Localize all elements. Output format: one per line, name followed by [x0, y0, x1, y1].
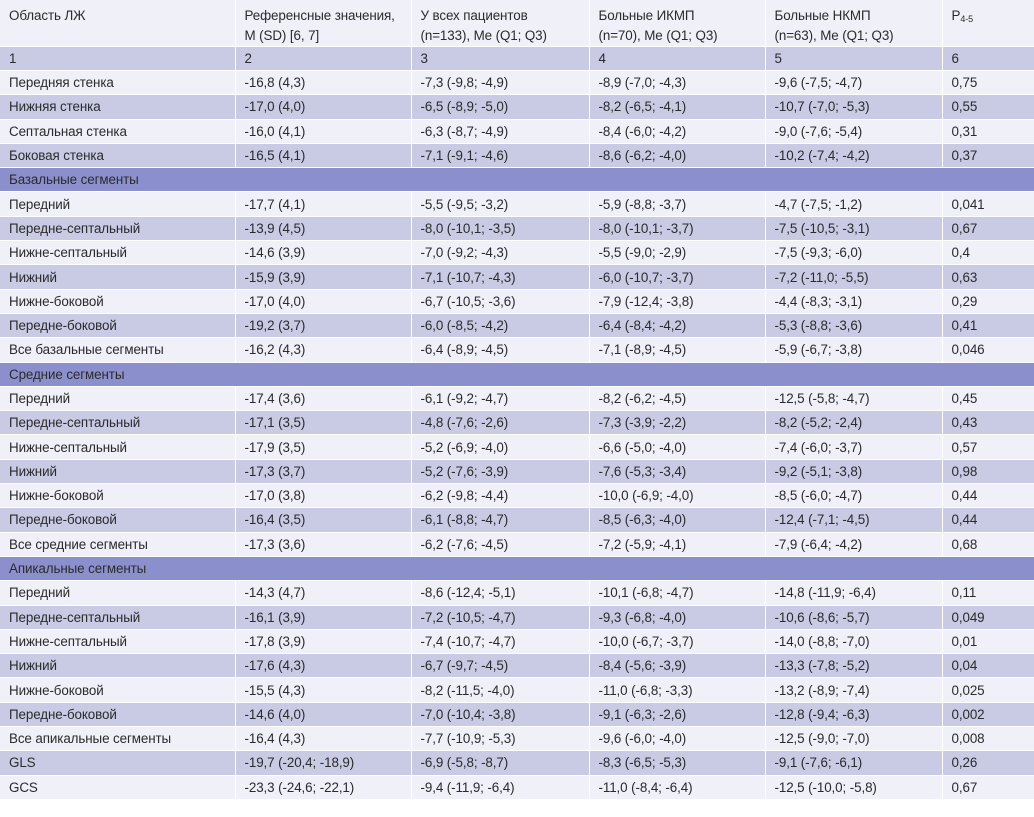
table-row — [0, 289, 1034, 313]
section-label: Апикальные сегменты — [0, 556, 1034, 580]
table-cell: -6,7 (-9,7; -4,5) — [411, 654, 589, 678]
table-cell: Передняя стенка — [0, 71, 235, 95]
table-cell: -10,1 (-6,8; -4,7) — [589, 581, 765, 605]
table-cell: -6,9 (-5,8; -8,7) — [411, 751, 589, 775]
table-cell: Нижне-септальный — [0, 629, 235, 653]
table-cell: 0,45 — [942, 386, 1034, 410]
table-cell: 0,41 — [942, 313, 1034, 337]
table-cell: -10,6 (-8,6; -5,7) — [765, 605, 942, 629]
column-number: 1 — [0, 47, 235, 71]
table-cell: Нижний — [0, 654, 235, 678]
table-cell: 0,11 — [942, 581, 1034, 605]
header-ikmp: Больные ИКМП (n=70), Me (Q1; Q3) — [589, 0, 765, 47]
table-row — [0, 605, 1034, 629]
table-cell: -17,3 (3,6) — [235, 532, 411, 556]
table-row — [0, 119, 1034, 143]
table-cell: -7,2 (-10,5; -4,7) — [411, 605, 589, 629]
table-cell: -7,1 (-9,1; -4,6) — [411, 143, 589, 167]
table-cell: -8,2 (-6,5; -4,1) — [589, 95, 765, 119]
table-row — [0, 143, 1034, 167]
table-cell: -16,0 (4,1) — [235, 119, 411, 143]
table-cell: -8,5 (-6,3; -4,0) — [589, 508, 765, 532]
table-cell: -6,4 (-8,9; -4,5) — [411, 338, 589, 362]
table-cell: -7,5 (-9,3; -6,0) — [765, 241, 942, 265]
table-cell: -14,0 (-8,8; -7,0) — [765, 629, 942, 653]
table-cell: -9,6 (-7,5; -4,7) — [765, 71, 942, 95]
table-row — [0, 629, 1034, 653]
table-cell: -14,6 (4,0) — [235, 702, 411, 726]
table-cell: Передне-септальный — [0, 605, 235, 629]
table-cell: -9,2 (-5,1; -3,8) — [765, 459, 942, 483]
table-cell: Передне-боковой — [0, 702, 235, 726]
table-cell: -16,4 (4,3) — [235, 727, 411, 751]
table-cell: -9,1 (-6,3; -2,6) — [589, 702, 765, 726]
section-header-row — [0, 556, 1034, 580]
table-cell: -19,2 (3,7) — [235, 313, 411, 337]
table-cell: -8,4 (-6,0; -4,2) — [589, 119, 765, 143]
table-cell: -7,1 (-8,9; -4,5) — [589, 338, 765, 362]
table-cell: -16,4 (3,5) — [235, 508, 411, 532]
table-cell: 0,025 — [942, 678, 1034, 702]
table-body — [0, 71, 1034, 800]
table-row — [0, 386, 1034, 410]
table-row — [0, 71, 1034, 95]
table-cell: 0,37 — [942, 143, 1034, 167]
table-cell: -6,2 (-9,8; -4,4) — [411, 484, 589, 508]
table-cell: -6,5 (-8,9; -5,0) — [411, 95, 589, 119]
table-cell: GCS — [0, 775, 235, 799]
table-cell: -13,3 (-7,8; -5,2) — [765, 654, 942, 678]
table-cell: -7,4 (-10,7; -4,7) — [411, 629, 589, 653]
table-cell: -10,7 (-7,0; -5,3) — [765, 95, 942, 119]
table-cell: 0,002 — [942, 702, 1034, 726]
table-cell: -11,0 (-6,8; -3,3) — [589, 678, 765, 702]
table-row — [0, 654, 1034, 678]
table-cell: -9,1 (-7,6; -6,1) — [765, 751, 942, 775]
header-row — [0, 0, 1034, 47]
table-row — [0, 216, 1034, 240]
table-cell: 0,67 — [942, 216, 1034, 240]
table-cell: 0,4 — [942, 241, 1034, 265]
table-cell: 0,55 — [942, 95, 1034, 119]
table-cell: 0,68 — [942, 532, 1034, 556]
table-row — [0, 241, 1034, 265]
table-cell: 0,26 — [942, 751, 1034, 775]
table-cell: -7,2 (-5,9; -4,1) — [589, 532, 765, 556]
table-cell: 0,29 — [942, 289, 1034, 313]
table-cell: -17,6 (4,3) — [235, 654, 411, 678]
table-cell: Боковая стенка — [0, 143, 235, 167]
table-cell: -6,0 (-8,5; -4,2) — [411, 313, 589, 337]
table-cell: Все средние сегменты — [0, 532, 235, 556]
table-cell: -7,5 (-10,5; -3,1) — [765, 216, 942, 240]
table-cell: 0,44 — [942, 508, 1034, 532]
table-cell: -17,0 (3,8) — [235, 484, 411, 508]
table-cell: -7,9 (-12,4; -3,8) — [589, 289, 765, 313]
table-cell: -10,0 (-6,9; -4,0) — [589, 484, 765, 508]
table-cell: -7,4 (-6,0; -3,7) — [765, 435, 942, 459]
table-cell: -17,1 (3,5) — [235, 411, 411, 435]
table-row — [0, 411, 1034, 435]
table-cell: -9,6 (-6,0; -4,0) — [589, 727, 765, 751]
table-cell: GLS — [0, 751, 235, 775]
table-cell: Нижний — [0, 265, 235, 289]
table-cell: -16,5 (4,1) — [235, 143, 411, 167]
table-row — [0, 581, 1034, 605]
header-p-value: $P_{4-5}$ — [942, 0, 1034, 47]
table-row — [0, 265, 1034, 289]
table-cell: -6,2 (-7,6; -4,5) — [411, 532, 589, 556]
table-cell: -8,9 (-7,0; -4,3) — [589, 71, 765, 95]
table-cell: 0,008 — [942, 727, 1034, 751]
table-cell: -16,1 (3,9) — [235, 605, 411, 629]
table-cell: Передне-септальный — [0, 411, 235, 435]
table-cell: -4,8 (-7,6; -2,6) — [411, 411, 589, 435]
table-cell: -7,3 (-9,8; -4,9) — [411, 71, 589, 95]
table-cell: Все апикальные сегменты — [0, 727, 235, 751]
column-number-row — [0, 47, 1034, 71]
table-row — [0, 192, 1034, 216]
table-cell: -8,2 (-6,2; -4,5) — [589, 386, 765, 410]
table-cell: -5,2 (-7,6; -3,9) — [411, 459, 589, 483]
table-cell: 0,57 — [942, 435, 1034, 459]
table-cell: -8,2 (-5,2; -2,4) — [765, 411, 942, 435]
table-cell: 0,67 — [942, 775, 1034, 799]
table-cell: -16,2 (4,3) — [235, 338, 411, 362]
table-cell: -10,2 (-7,4; -4,2) — [765, 143, 942, 167]
table-cell: Нижне-боковой — [0, 484, 235, 508]
table-cell: -12,5 (-9,0; -7,0) — [765, 727, 942, 751]
table-cell: -11,0 (-8,4; -6,4) — [589, 775, 765, 799]
table-cell: -5,9 (-6,7; -3,8) — [765, 338, 942, 362]
table-row — [0, 508, 1034, 532]
table-cell: -6,6 (-5,0; -4,0) — [589, 435, 765, 459]
table-cell: -8,2 (-11,5; -4,0) — [411, 678, 589, 702]
table-cell: Нижний — [0, 459, 235, 483]
header-all-patients: У всех пациентов (n=133), Me (Q1; Q3) — [411, 0, 589, 47]
table-cell: -17,3 (3,7) — [235, 459, 411, 483]
table-cell: -13,2 (-8,9; -7,4) — [765, 678, 942, 702]
table-cell: -8,5 (-6,0; -4,7) — [765, 484, 942, 508]
table-cell: -7,3 (-3,9; -2,2) — [589, 411, 765, 435]
table-cell: -17,0 (4,0) — [235, 289, 411, 313]
column-number: 2 — [235, 47, 411, 71]
table-row — [0, 702, 1034, 726]
table-cell: -7,6 (-5,3; -3,4) — [589, 459, 765, 483]
table-cell: 0,44 — [942, 484, 1034, 508]
table-cell: -23,3 (-24,6; -22,1) — [235, 775, 411, 799]
table-cell: 0,046 — [942, 338, 1034, 362]
table-cell: -12,5 (-10,0; -5,8) — [765, 775, 942, 799]
table-cell: -7,2 (-11,0; -5,5) — [765, 265, 942, 289]
table-row — [0, 678, 1034, 702]
table-cell: -14,6 (3,9) — [235, 241, 411, 265]
table-cell: Передний — [0, 192, 235, 216]
table-cell: Нижне-боковой — [0, 678, 235, 702]
table-cell: Нижняя стенка — [0, 95, 235, 119]
column-number: 6 — [942, 47, 1034, 71]
column-number: 5 — [765, 47, 942, 71]
table-cell: -12,4 (-7,1; -4,5) — [765, 508, 942, 532]
table-cell: -9,4 (-11,9; -6,4) — [411, 775, 589, 799]
table-cell: -12,8 (-9,4; -6,3) — [765, 702, 942, 726]
table-row — [0, 338, 1034, 362]
table-cell: -17,8 (3,9) — [235, 629, 411, 653]
table-cell: -5,2 (-6,9; -4,0) — [411, 435, 589, 459]
table-cell: -5,5 (-9,5; -3,2) — [411, 192, 589, 216]
table-cell: -8,6 (-6,2; -4,0) — [589, 143, 765, 167]
table-cell: -13,9 (4,5) — [235, 216, 411, 240]
table-cell: -9,3 (-6,8; -4,0) — [589, 605, 765, 629]
table-row — [0, 751, 1034, 775]
table-cell: 0,31 — [942, 119, 1034, 143]
table-cell: -15,9 (3,9) — [235, 265, 411, 289]
table-cell: -15,5 (4,3) — [235, 678, 411, 702]
table-cell: Передне-боковой — [0, 313, 235, 337]
table-cell: 0,43 — [942, 411, 1034, 435]
table-cell: 0,63 — [942, 265, 1034, 289]
table-cell: Передний — [0, 581, 235, 605]
table-cell: -7,7 (-10,9; -5,3) — [411, 727, 589, 751]
table-cell: -8,4 (-5,6; -3,9) — [589, 654, 765, 678]
table-cell: 0,04 — [942, 654, 1034, 678]
table-cell: -17,0 (4,0) — [235, 95, 411, 119]
table-cell: -8,6 (-12,4; -5,1) — [411, 581, 589, 605]
table-cell: Нижне-септальный — [0, 435, 235, 459]
table-cell: -17,7 (4,1) — [235, 192, 411, 216]
table-row — [0, 532, 1034, 556]
table-row — [0, 459, 1034, 483]
table-cell: -5,3 (-8,8; -3,6) — [765, 313, 942, 337]
table-cell: 0,01 — [942, 629, 1034, 653]
table-cell: Нижне-септальный — [0, 241, 235, 265]
table-row — [0, 775, 1034, 799]
table-cell: 0,98 — [942, 459, 1034, 483]
table-row — [0, 484, 1034, 508]
table-cell: -5,9 (-8,8; -3,7) — [589, 192, 765, 216]
table-cell: -6,1 (-8,8; -4,7) — [411, 508, 589, 532]
section-label: Базальные сегменты — [0, 168, 1034, 192]
section-label: Средние сегменты — [0, 362, 1034, 386]
column-number: 3 — [411, 47, 589, 71]
table-cell: Септальная стенка — [0, 119, 235, 143]
table-cell: -6,3 (-8,7; -4,9) — [411, 119, 589, 143]
table-cell: -6,4 (-8,4; -4,2) — [589, 313, 765, 337]
table-cell: -5,5 (-9,0; -2,9) — [589, 241, 765, 265]
table-cell: -16,8 (4,3) — [235, 71, 411, 95]
table-cell: -8,0 (-10,1; -3,5) — [411, 216, 589, 240]
table-row — [0, 727, 1034, 751]
table-cell: -17,9 (3,5) — [235, 435, 411, 459]
table-row — [0, 313, 1034, 337]
header-reference: Референсные значения, M (SD) [6, 7] — [235, 0, 411, 47]
table-cell: -10,0 (-6,7; -3,7) — [589, 629, 765, 653]
table-cell: Нижне-боковой — [0, 289, 235, 313]
table-cell: -6,1 (-9,2; -4,7) — [411, 386, 589, 410]
table-cell: Передне-септальный — [0, 216, 235, 240]
table-cell: -8,3 (-6,5; -5,3) — [589, 751, 765, 775]
table-cell: Передний — [0, 386, 235, 410]
table-cell: -19,7 (-20,4; -18,9) — [235, 751, 411, 775]
table-cell: -17,4 (3,6) — [235, 386, 411, 410]
table-cell: -7,9 (-6,4; -4,2) — [765, 532, 942, 556]
table-cell: -8,0 (-10,1; -3,7) — [589, 216, 765, 240]
table-cell: -14,8 (-11,9; -6,4) — [765, 581, 942, 605]
table-cell: -14,3 (4,7) — [235, 581, 411, 605]
section-header-row — [0, 168, 1034, 192]
table-cell: -4,4 (-8,3; -3,1) — [765, 289, 942, 313]
table-cell: Передне-боковой — [0, 508, 235, 532]
table-cell: -6,0 (-10,7; -3,7) — [589, 265, 765, 289]
table-cell: -7,0 (-10,4; -3,8) — [411, 702, 589, 726]
column-number: 4 — [589, 47, 765, 71]
table-cell: 0,049 — [942, 605, 1034, 629]
table-cell: -7,1 (-10,7; -4,3) — [411, 265, 589, 289]
header-nkmp: Больные НКМП (n=63), Me (Q1; Q3) — [765, 0, 942, 47]
header-region: Область ЛЖ — [0, 0, 235, 47]
table-cell: Все базальные сегменты — [0, 338, 235, 362]
table-cell: -4,7 (-7,5; -1,2) — [765, 192, 942, 216]
section-header-row — [0, 362, 1034, 386]
table-cell: -9,0 (-7,6; -5,4) — [765, 119, 942, 143]
table-cell: 0,041 — [942, 192, 1034, 216]
table-cell: -6,7 (-10,5; -3,6) — [411, 289, 589, 313]
table-row — [0, 435, 1034, 459]
table-cell: -12,5 (-5,8; -4,7) — [765, 386, 942, 410]
table-cell: 0,75 — [942, 71, 1034, 95]
table-row — [0, 95, 1034, 119]
table-cell: -7,0 (-9,2; -4,3) — [411, 241, 589, 265]
